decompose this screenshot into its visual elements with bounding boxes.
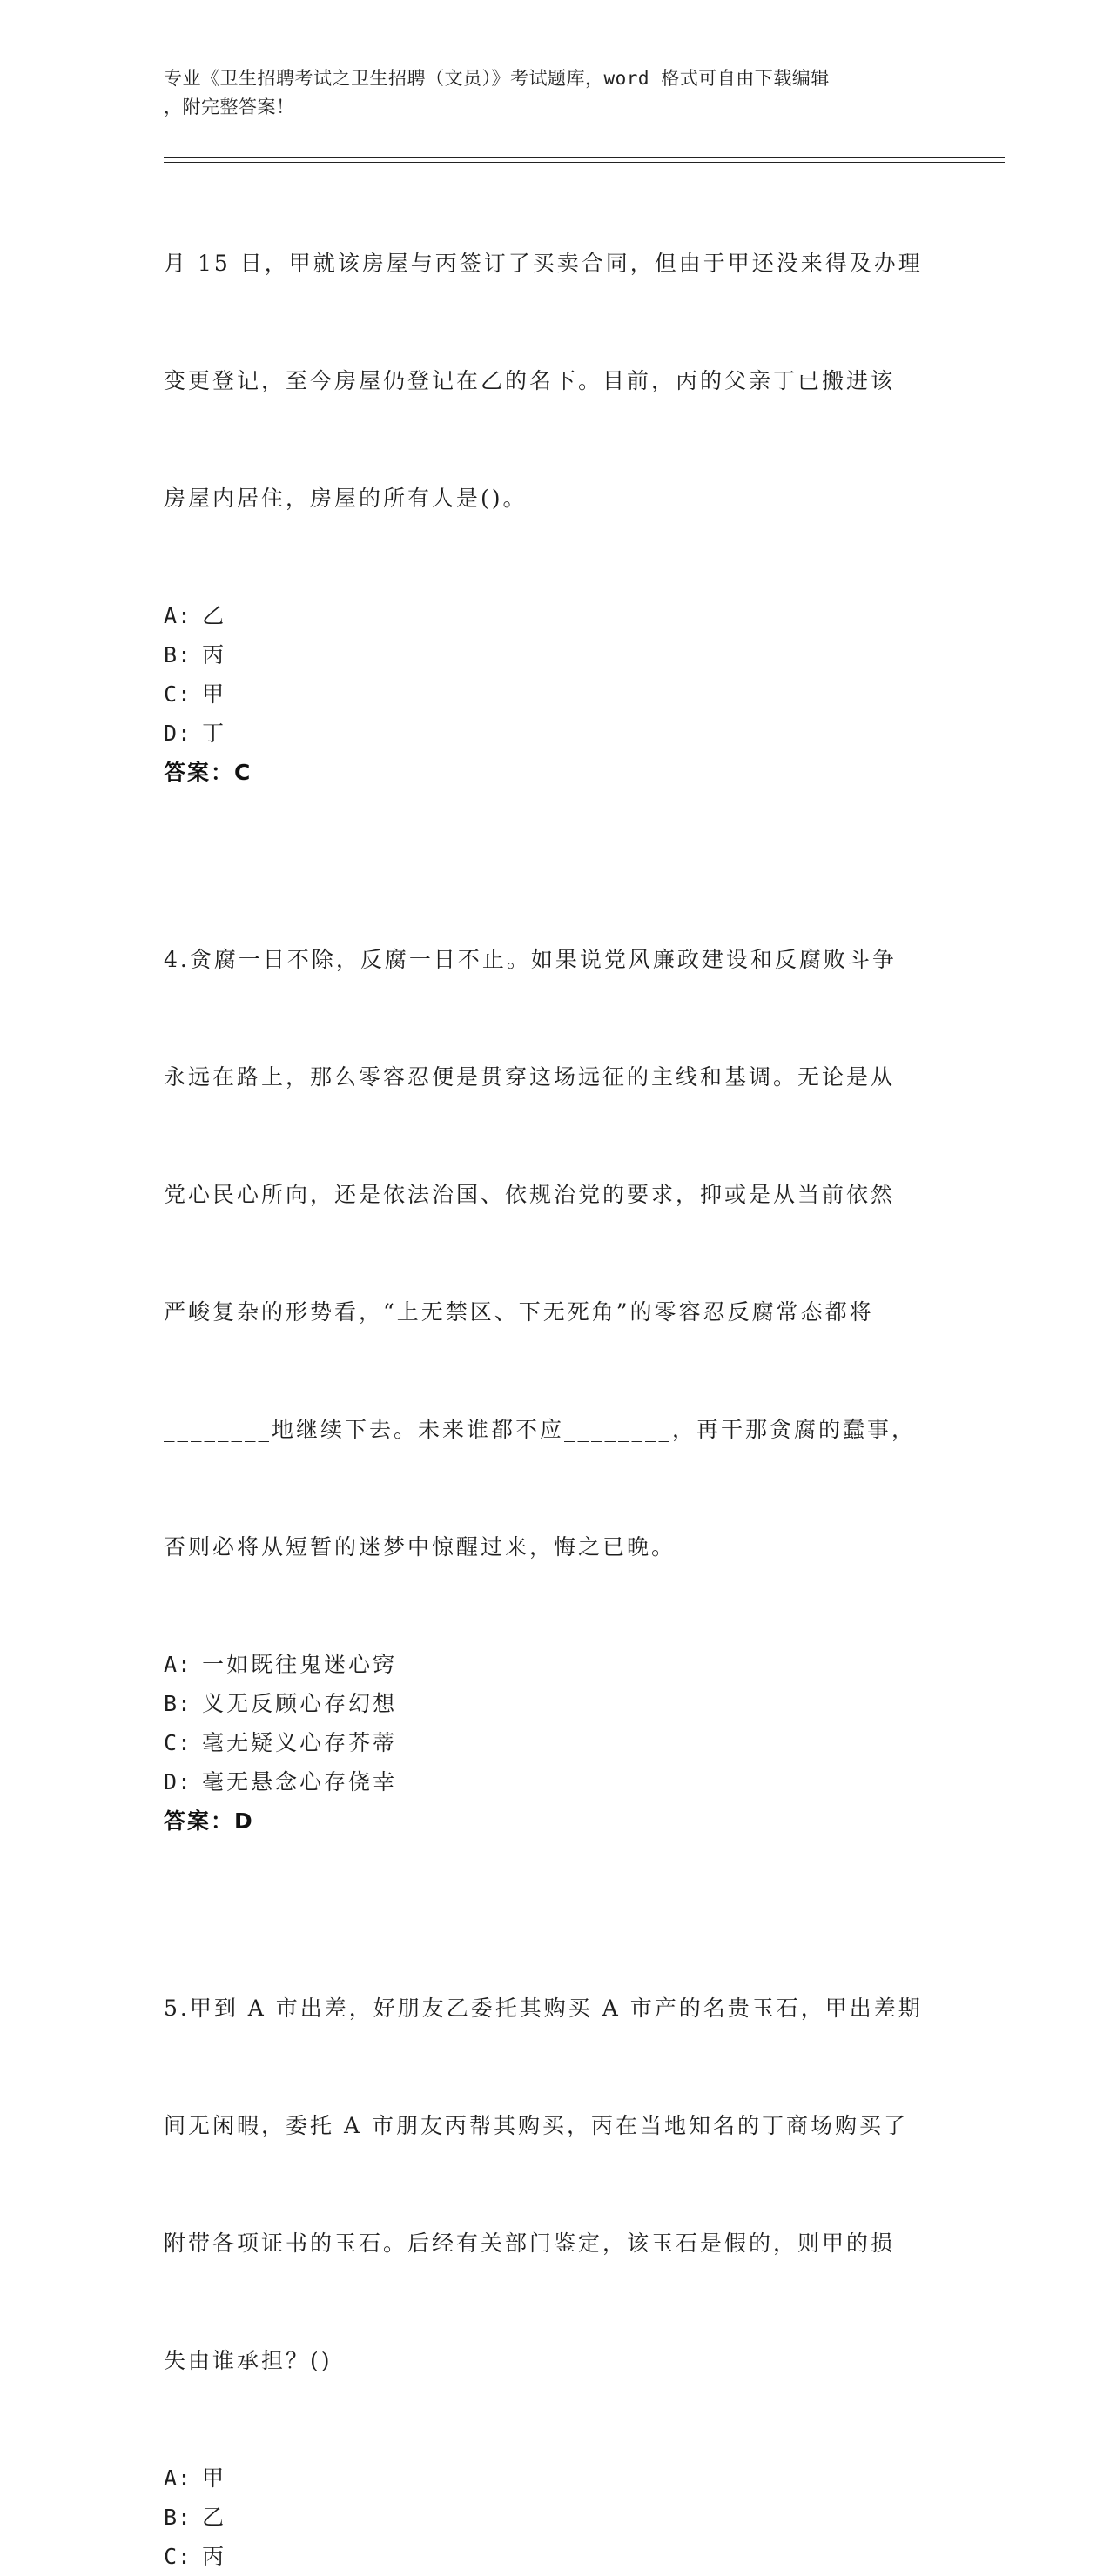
stem-line: 房屋内居住，房屋的所有人是()。: [164, 486, 528, 511]
option-text: 义无反顾心存幻想: [202, 1691, 398, 1716]
answer-line: 答案：C: [164, 760, 252, 785]
option-letter: B:: [164, 1691, 192, 1716]
option-letter: D:: [164, 721, 192, 746]
stem-line: ________地继续下去。未来谁都不应________，再干那贪腐的蠢事，: [164, 1417, 917, 1442]
stem-line: 间无闲暇，委托 A 市朋友丙帮其购买，丙在当地知名的丁商场购买了: [164, 2113, 908, 2138]
stem-line: 变更登记，至今房屋仍登记在乙的名下。目前，丙的父亲丁已搬进该: [164, 368, 896, 393]
option-text: 丙: [202, 2544, 227, 2569]
option-text: 丙: [202, 642, 227, 667]
question-4: [164, 862, 947, 1841]
option-letter: A:: [164, 2465, 192, 2491]
question-5: [164, 1910, 947, 2576]
stem-line: 否则必将从短暂的迷梦中惊醒过来，悔之已晚。: [164, 1534, 676, 1560]
option-letter: D:: [164, 1769, 192, 1794]
header-divider-thin: [164, 162, 1005, 163]
option-text: 毫无疑义心存芥蒂: [202, 1730, 398, 1755]
option-text: 甲: [202, 681, 227, 707]
stem-line: 严峻复杂的形势看，“上无禁区、下无死角”的零容忍反腐常态都将: [164, 1299, 874, 1325]
option-c: [164, 1723, 947, 1762]
document-header: [164, 64, 930, 122]
option-b: [164, 635, 947, 674]
spacer: [164, 792, 947, 862]
header-title-line-1: 专业《卫生招聘考试之卫生招聘（文员）》考试题库，word 格式可自由下载编辑: [164, 68, 830, 89]
option-letter: C:: [164, 1730, 192, 1755]
stem-line: 失由谁承担？(): [164, 2348, 333, 2373]
answer-line: 答案：D: [164, 1808, 254, 1834]
option-text: 甲: [202, 2465, 227, 2491]
option-c: [164, 2537, 947, 2576]
option-d: [164, 1762, 947, 1801]
option-letter: B:: [164, 642, 192, 667]
option-text: 乙: [202, 603, 227, 628]
option-letter: B:: [164, 2505, 192, 2530]
option-a: [164, 2459, 947, 2498]
option-d: [164, 714, 947, 753]
question-list: [164, 165, 947, 2576]
option-letter: A:: [164, 1652, 192, 1677]
question-3: [164, 165, 947, 792]
option-letter: C:: [164, 2544, 192, 2569]
header-title-line-2: ，附完整答案！: [164, 97, 295, 117]
stem-line: 4.贪腐一日不除，反腐一日不止。如果说党风廉政建设和反腐败斗争: [164, 947, 897, 972]
stem-line: 附带各项证书的玉石。后经有关部门鉴定，该玉石是假的，则甲的损: [164, 2231, 896, 2256]
option-a: [164, 596, 947, 635]
option-letter: C:: [164, 681, 192, 707]
option-b: [164, 1684, 947, 1723]
option-b: [164, 2498, 947, 2537]
option-text: 毫无悬念心存侥幸: [202, 1769, 398, 1794]
spacer: [164, 1841, 947, 1910]
question-stem: [164, 862, 947, 1645]
option-text: 一如既往鬼迷心窍: [202, 1652, 398, 1677]
stem-line: 5.甲到 A 市出差，好朋友乙委托其购买 A 市产的名贵玉石，甲出差期: [164, 1996, 923, 2021]
stem-line: 党心民心所向，还是依法治国、依规治党的要求，抑或是从当前依然: [164, 1182, 896, 1207]
stem-line: 永远在路上，那么零容忍便是贯穿这场远征的主线和基调。无论是从: [164, 1064, 896, 1090]
option-c: [164, 674, 947, 714]
header-divider-thick: [164, 157, 1005, 158]
question-stem: [164, 165, 947, 596]
option-text: 丁: [202, 721, 227, 746]
option-letter: A:: [164, 603, 192, 628]
option-text: 乙: [202, 2505, 227, 2530]
option-a: [164, 1645, 947, 1684]
stem-line: 月 15 日，甲就该房屋与丙签订了买卖合同，但由于甲还没来得及办理: [164, 251, 923, 276]
question-stem: [164, 1910, 947, 2459]
